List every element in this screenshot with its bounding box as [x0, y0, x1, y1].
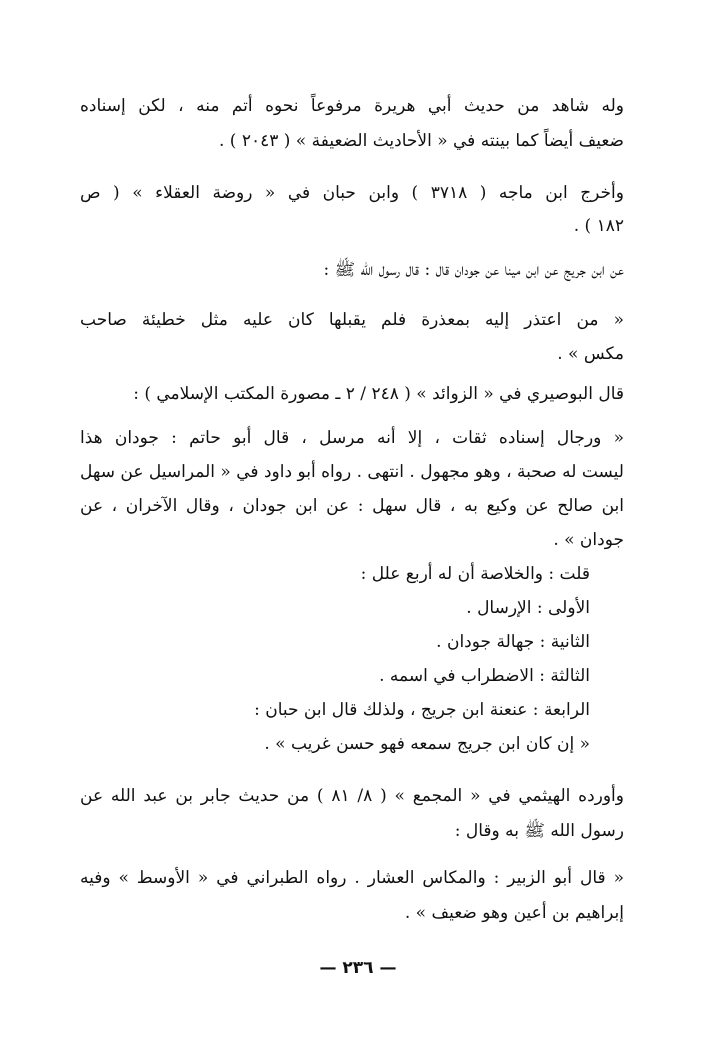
text-line: قال البوصيري في « الزوائد » ( ٢٤٨ / ٢ ـ مصورة المكتب الإسلامي ) :	[133, 384, 624, 404]
text-line: « من اعتذر إليه بمعذرة فلم يقبلها كان عليه مثل خطيئة صاحب	[80, 310, 624, 330]
text-line: ضعيف أيضاً كما بينته في « الأحاديث الضعيفة » ( ٢٠٤٣ ) .	[218, 131, 624, 151]
text-line: « إن كان ابن جريج سمعه فهو حسن غريب » .	[264, 734, 590, 754]
text-line: قلت : والخلاصة أن له أربع علل :	[360, 564, 590, 584]
text-line: الثانية : جهالة جودان .	[436, 632, 590, 652]
text-line: وله شاهد من حديث أبي هريرة مرفوعاً نحوه أتم منه ، لكن إسناده	[80, 96, 624, 116]
page-number: — ٢٣٦ —	[319, 958, 397, 978]
text-line: « قال أبو الزبير : والمكاس العشار . رواه الطبراني في « الأوسط » وفيه	[80, 868, 624, 888]
text-line: إبراهيم بن أعين وهو ضعيف » .	[404, 903, 624, 923]
text-line: ليست له صحبة ، وهو مجهول . انتهى . رواه أبو داود في « المراسيل عن سهل	[80, 462, 624, 482]
text-line: مكس » .	[557, 344, 624, 364]
text-line: وأخرج ابن ماجه ( ٣٧١٨ ) وابن حبان في « روضة العقلاء » ( ص	[80, 183, 624, 203]
text-line: الرابعة : عنعنة ابن جريج ، ولذلك قال ابن حبان :	[254, 700, 590, 720]
text-line: عن ابن جريج عن ابن مينا عن جودان قال : قال رسول الله ﷺ :	[323, 260, 624, 280]
text-line: جودان » .	[553, 530, 624, 550]
text-line: الثالثة : الاضطراب في اسمه .	[379, 666, 590, 686]
text-line: ١٨٢ ) .	[573, 216, 624, 236]
text-line: ابن صالح عن وكيع به ، قال سهل : عن ابن جودان ، وقال الآخران ، عن	[80, 496, 624, 516]
text-line: رسول الله ﷺ به وقال :	[454, 821, 624, 841]
text-line: وأورده الهيثمي في « المجمع » ( ٨/ ٨١ ) من حديث جابر بن عبد الله عن	[80, 786, 624, 806]
text-line: الأولى : الإرسال .	[466, 598, 590, 618]
text-line: « ورجال إسناده ثقات ، إلا أنه مرسل ، قال أبو حاتم : جودان هذا	[80, 428, 624, 448]
